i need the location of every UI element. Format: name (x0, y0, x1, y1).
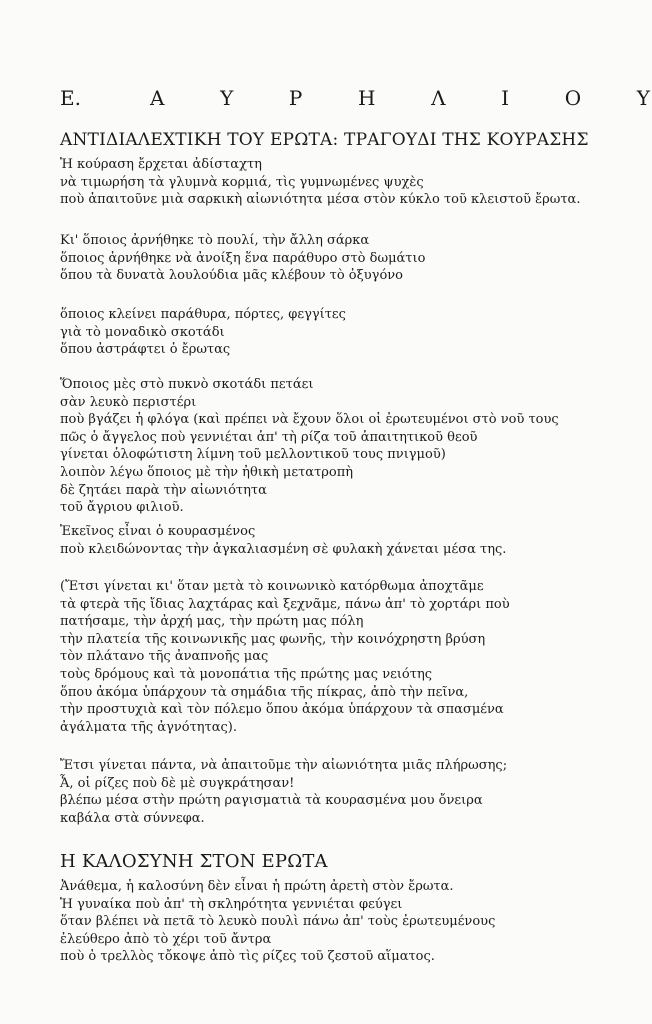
verse-line: Ἔτσι γίνεται πάντα, νὰ ἀπαιτοῦμε τὴν αἰωνιότητα μιᾶς πλήρωσης; (60, 758, 508, 773)
verse-line: καβάλα στὰ σύννεφα. (60, 810, 205, 826)
verse-line: ἐλεύθερο ἀπὸ τὸ χέρι τοῦ ἄντρα (60, 931, 272, 947)
verse-line: ὅποιος ἀρνήθηκε νὰ ἀνοίξη ἕνα παράθυρο στὸ δωμάτιο (60, 250, 426, 266)
surname-letter: Λ (431, 86, 446, 110)
verse-line: τὸν πλάτανο τῆς ἀναπνοῆς μας (60, 649, 269, 665)
surname-letter: Η (358, 86, 376, 110)
verse-line: Ἐκεῖνος εἶναι ὁ κουρασμένος (60, 524, 256, 539)
verse-line: τοῦ ἄγριου φιλιοῦ. (60, 500, 184, 516)
verse-line: τοὺς δρόμους καὶ τὰ μονοπάτια τῆς πρώτης μας νειότης (60, 666, 433, 682)
verse-line: Ὅποιος μὲς στὸ πυκνὸ σκοτάδι πετάει (60, 377, 314, 392)
verse-line: ὅποιος κλείνει παράθυρα, πόρτες, φεγγίτες (60, 307, 346, 322)
surname-letter: Α (150, 86, 165, 110)
verse-line: πῶς ὁ ἄγγελος ποὺ γεννιέται ἀπ' τὴ ρίζα τοῦ ἀπαιτητικοῦ θεοῦ (60, 429, 478, 445)
verse-line: σὰν λευκὸ περιστέρι (60, 394, 197, 410)
surname-letter: Ι (501, 86, 510, 110)
verse-line: λοιπὸν λέγω ὅποιος μὲ τὴν ἠθικὴ μετατροπὴ (60, 464, 354, 480)
stanza (60, 578, 620, 736)
verse-line: ὅταν βλέπει νὰ πετᾶ τὸ λευκὸ πουλὶ πάνω ἀπ' τοὺς ἐρωτευμένους (60, 914, 496, 930)
verse-line: γίνεται ὁλοφώτιστη λίμνη τοῦ μελλοντικοῦ τους πνιγμοῦ) (60, 447, 446, 463)
verse-line: Ἡ γυναίκα ποὺ ἀπ' τὴ σκληρότητα γεννιέται φεύγει (60, 896, 403, 912)
surname-letter: Υ (220, 86, 234, 110)
verse-line: βλέπω μέσα στὴν πρώτη ραγισματιὰ τὰ κουρασμένα μου ὄνειρα (60, 793, 483, 809)
stanza (60, 232, 620, 285)
verse-line: τὴν προστυχιὰ καὶ τὸν πόλεμο ὅπου ἀκόμα ὑπάρχουν τὰ σπασμένα (60, 702, 504, 718)
stanza (60, 878, 620, 966)
verse-line: ποὺ ἀπαιτοῦνε μιὰ σαρκικὴ αἰωνιότητα μέσα στὸν κύκλο τοῦ κλειστοῦ ἔρωτα. (60, 192, 581, 208)
verse-line: (Ἔτσι γίνεται κι' ὅταν μετὰ τὸ κοινωνικὸ κατόρθωμα ἀποχτᾶμε (60, 579, 484, 594)
verse-line: ἀγάλματα τῆς ἀγνότητας). (60, 719, 238, 735)
verse-line: ποὺ κλειδώνοντας τὴν ἀγκαλιασμένη σὲ φυλακὴ χάνεται μέσα της. (60, 541, 507, 557)
verse-line: ὅπου ἀκόμα ὑπάρχουν τὰ σημάδια τῆς πίκρας, ἀπὸ τὴν πεῖνα, (60, 684, 469, 700)
verse-line: δὲ ζητάει παρὰ τὴν αἰωνιότητα (60, 482, 267, 498)
poem-title: Η ΚΑΛΟΣΥΝΗ ΣΤΟΝ ΕΡΩΤΑ (60, 851, 328, 872)
verse-line: Ἀνάθεμα, ἡ καλοσύνη δὲν εἶναι ἡ πρώτη ἀρετὴ στὸν ἔρωτα. (60, 879, 454, 894)
verse-line: γιὰ τὸ μοναδικὸ σκοτάδι (60, 324, 225, 340)
stanza (60, 376, 620, 517)
stanza (60, 156, 620, 209)
verse-line: Ἆ, οἱ ρίζες ποὺ δὲ μὲ συγκράτησαν! (60, 775, 295, 791)
verse-line: τὰ φτερὰ τῆς ἴδιας λαχτάρας καὶ ξεχνᾶμε, πάνω ἀπ' τὸ χορτάρι ποὺ (60, 596, 510, 612)
stanza (60, 757, 620, 827)
verse-line: ὅπου τὰ δυνατὰ λουλούδια μᾶς κλέβουν τὸ ὀξυγόνο (60, 268, 404, 284)
surname-letter: Ρ (288, 86, 303, 110)
poem-title: ΑΝΤΙΔΙΑΛΕΧΤΙΚΗ ΤΟΥ ΕΡΩΤΑ: ΤΡΑΓΟΥΔΙ ΤΗΣ ΚΟΥΡΑΣΗΣ (60, 130, 589, 150)
verse-line: ὅπου ἀστράφτει ὁ ἔρωτας (60, 342, 231, 358)
stanza (60, 306, 620, 359)
verse-line: νὰ τιμωρήση τὰ γλυμνὰ κορμιά, τὶς γυμνωμένες ψυχὲς (60, 174, 424, 190)
verse-line: ποὺ βγάζει ἡ φλόγα (καὶ πρέπει νὰ ἔχουν ὅλοι οἱ ἐρωτευμένοι στὸ νοῦ τους (60, 412, 559, 428)
author-surname (150, 86, 650, 110)
verse-line: Κι' ὅποιος ἀρνήθηκε τὸ πουλί, τὴν ἄλλη σάρκα (60, 233, 370, 248)
surname-letter: Υ (636, 86, 650, 110)
verse-line: πατήσαμε, τὴν ἀρχή μας, τὴν πρώτη μας πόλη (60, 614, 364, 630)
verse-line: τὴν πλατεία τῆς κοινωνικῆς μας φωνῆς, τὴν κοινόχρηστη βρύση (60, 631, 486, 647)
running-header (60, 86, 650, 118)
surname-letter: Ο (564, 86, 582, 110)
verse-line: ποὺ ὁ τρελλὸς τὄκοψε ἀπὸ τὶς ρίζες τοῦ ζεστοῦ αἵματος. (60, 949, 435, 965)
verse-line: Ἡ κούραση ἔρχεται ἀδίσταχτη (60, 157, 262, 172)
stanza (60, 523, 620, 558)
author-initial: Ε. (60, 86, 81, 110)
